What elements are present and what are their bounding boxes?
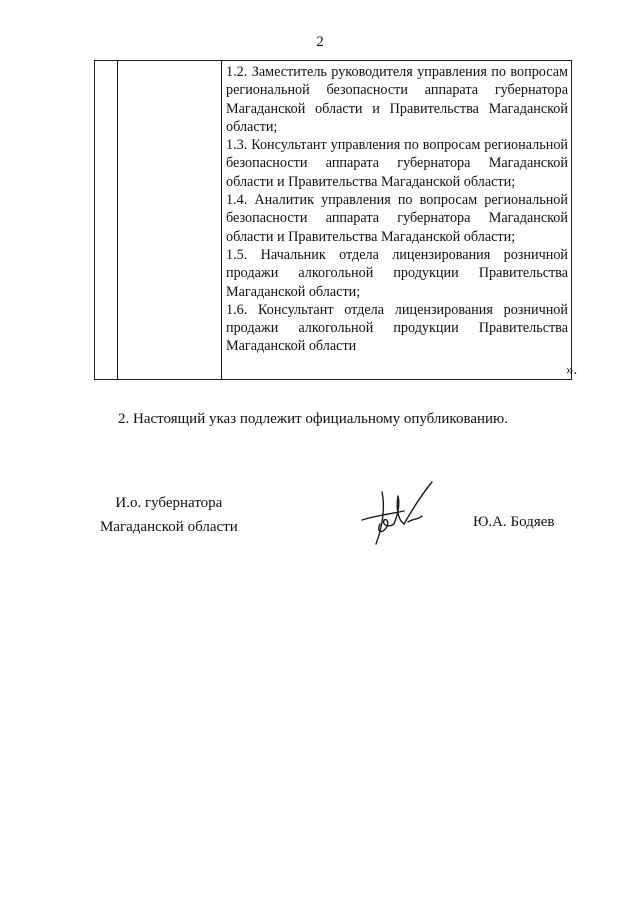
list-item: 1.6. Консультант отдела лицензирования розничной продажи алкогольной продукции Правительства Магаданской области <box>226 301 568 355</box>
signer-position-line2: Магаданской области <box>100 519 238 535</box>
positions-table <box>94 60 572 380</box>
signer-position-line1: И.о. губернатора <box>115 495 223 511</box>
closing-quote: ». <box>566 362 578 378</box>
table-row <box>95 61 572 380</box>
table-cell-number <box>95 61 118 380</box>
table-cell-positions <box>222 61 572 380</box>
list-item: 1.2. Заместитель руководителя управления по вопросам региональной безопасности аппарата губернатора Магаданской области и Правительства Магаданской области; <box>226 64 568 135</box>
table-cell-empty <box>118 61 222 380</box>
page-number: 2 <box>316 34 324 50</box>
handwritten-signature <box>352 478 438 546</box>
list-item: 1.5. Начальник отдела лицензирования розничной продажи алкогольной продукции Правительства Магаданской области; <box>226 246 568 300</box>
paragraph-publication: 2. Настоящий указ подлежит официальному опубликованию. <box>118 411 509 427</box>
list-item: 1.3. Консультант управления по вопросам региональной безопасности аппарата губернатора Магаданской области и Правительства Магаданской области; <box>226 137 568 190</box>
list-item: 1.4. Аналитик управления по вопросам региональной безопасности аппарата губернатора Магаданской области и Правительства Магаданской области; <box>226 192 568 245</box>
signer-position <box>100 491 238 539</box>
signer-name: Ю.А. Бодяев <box>473 514 555 530</box>
